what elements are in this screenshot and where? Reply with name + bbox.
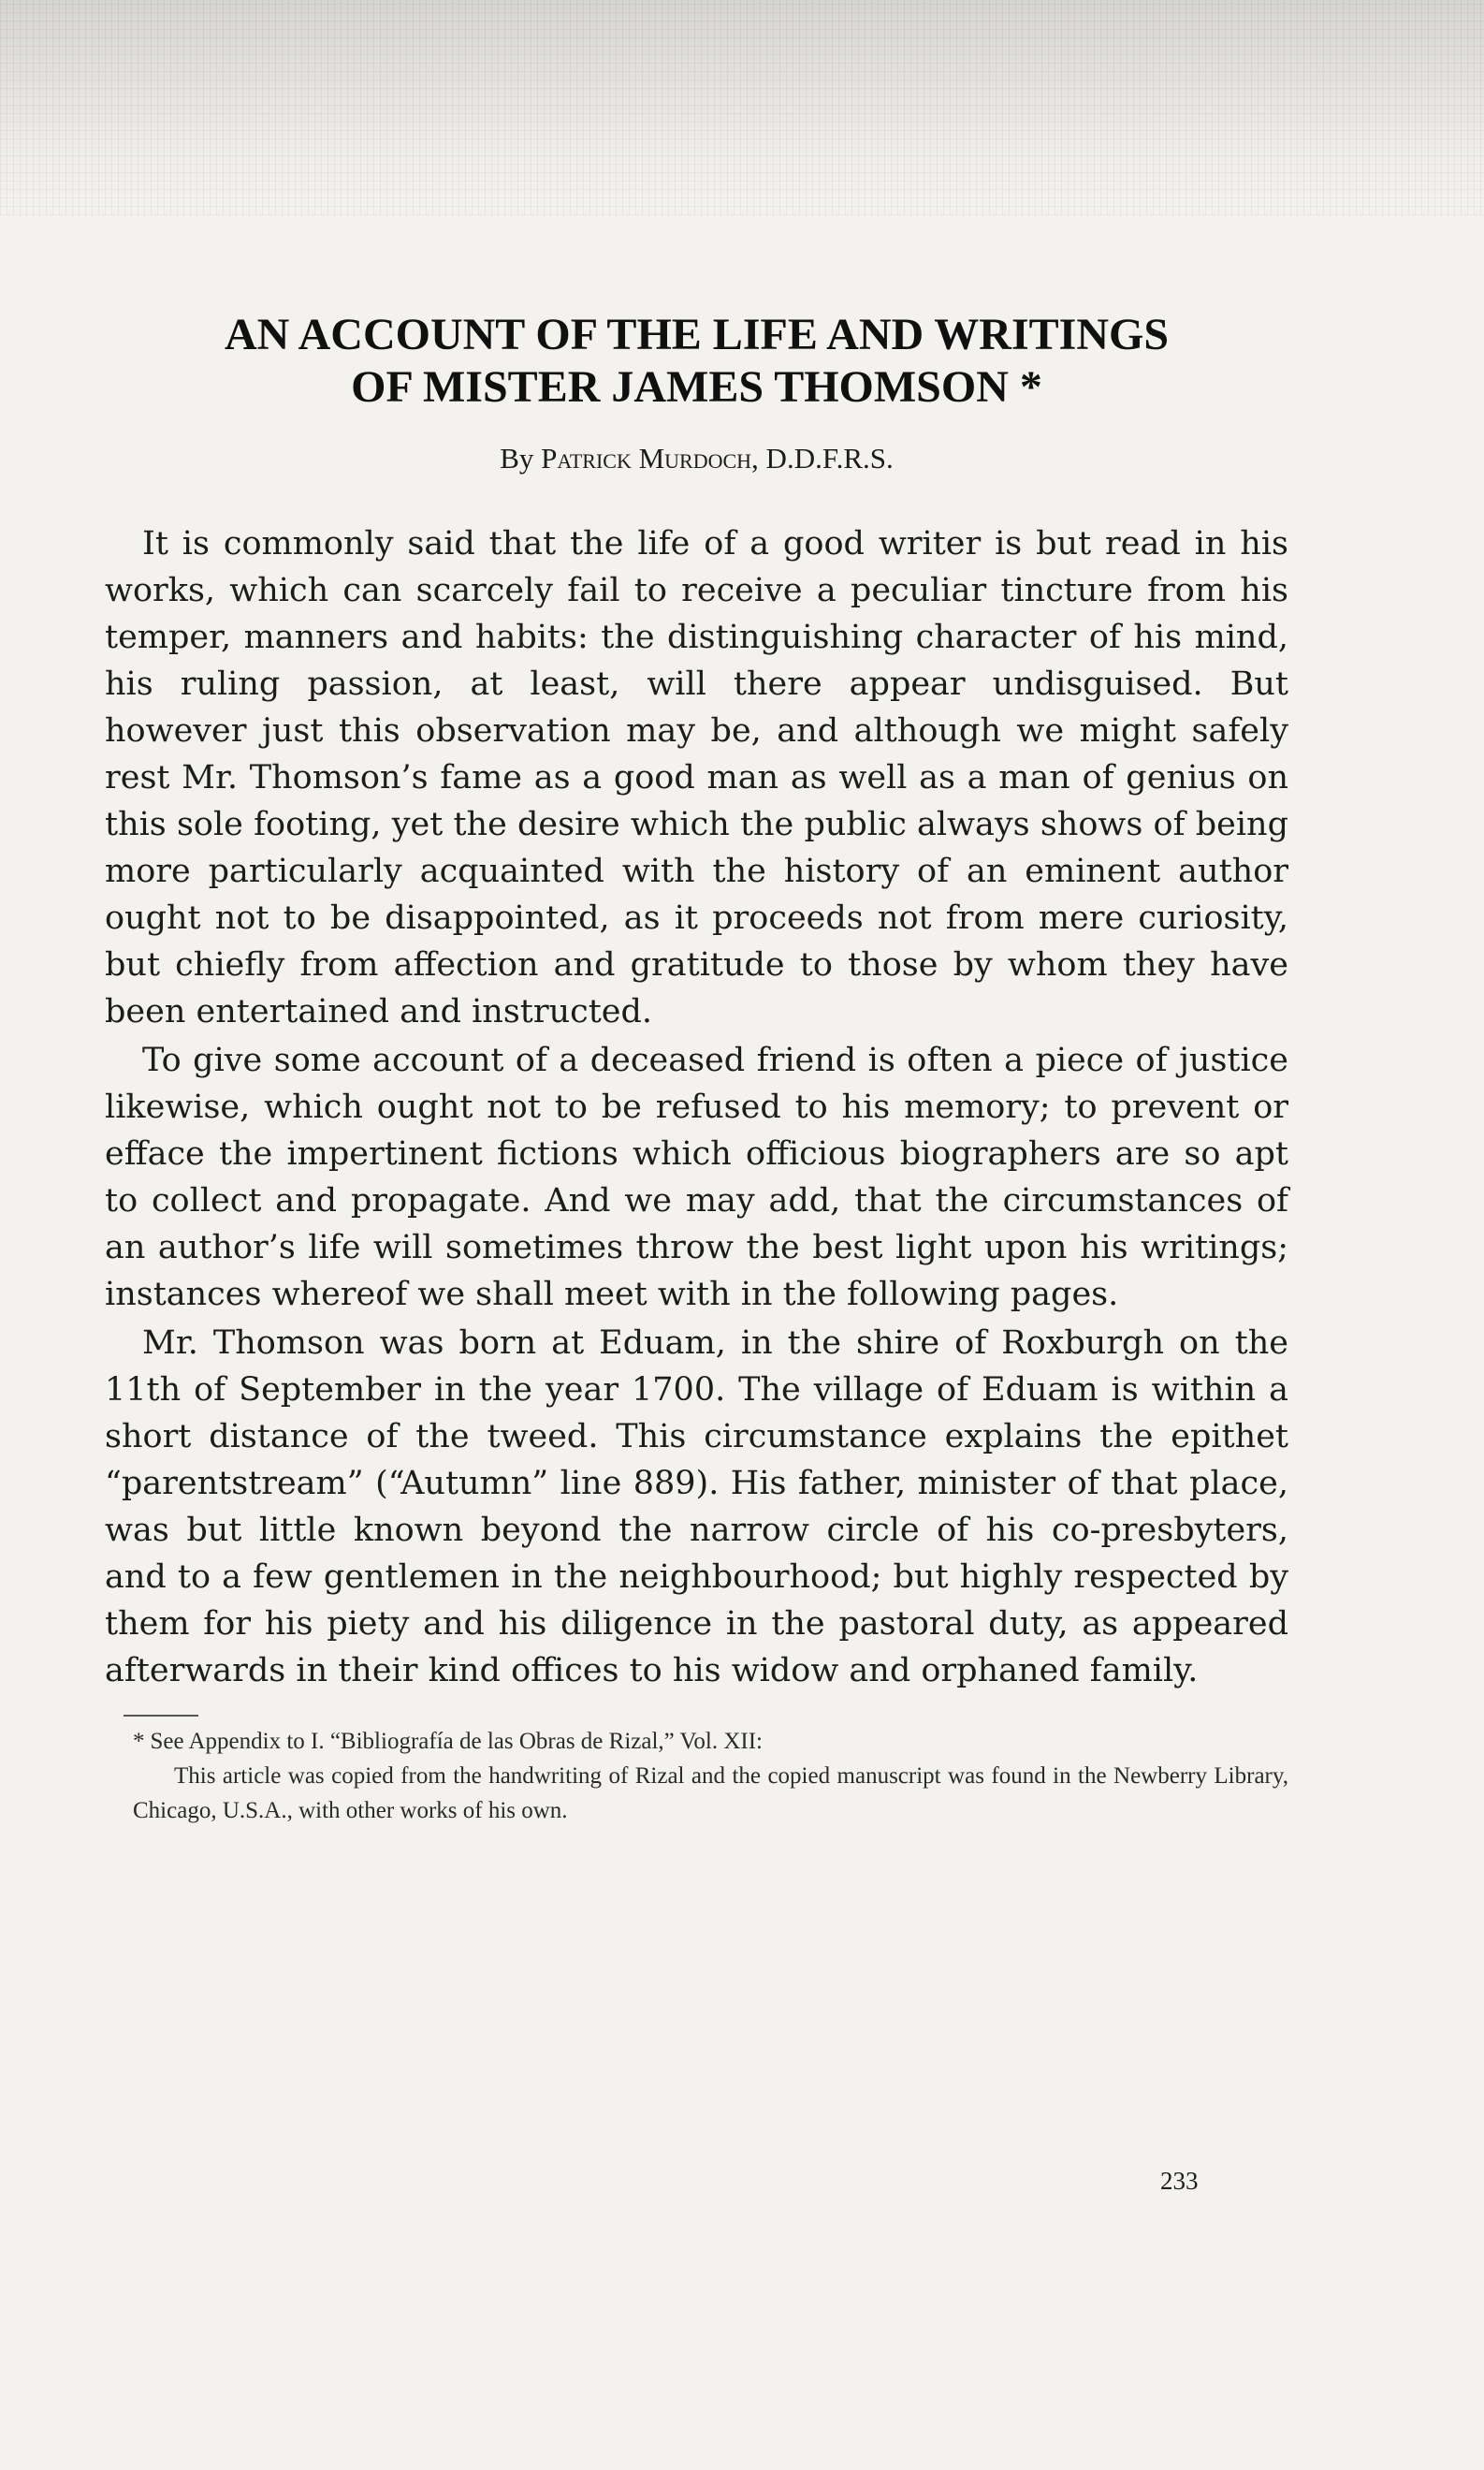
paragraph-2: To give some account of a deceased friend is often a piece of justice likewise, which ought not to be refused to his memory; to prevent or efface the impertinent fictions which officious biographers are so apt to collect and propagate. And we may add, that the circumstances of an author’s life will sometimes throw the best light upon his writings; instances whereof we shall meet with in the following pages. [105,1042,1288,1313]
article-title [105,309,1288,414]
title-line-2: OF MISTER JAMES THOMSON * [351,362,1042,412]
footnote-marker: * [133,1729,145,1754]
footnote-rule [124,1715,198,1717]
page-number: 233 [1160,2167,1199,2195]
scan-noise-band [0,0,1484,215]
footnote-line-1: See Appendix to I. “Bibliografía de las Obras de Rizal,” Vol. XII: [150,1729,763,1754]
paragraph-3: Mr. Thomson was born at Eduam, in the shire of Roxburgh on the 11th of September in the year 1700. The village of Eduam is within a short distance of the tweed. This circumstance explains the epithet “parentstream” (“Autumn” line 889). His father, minister of that place, was but little known beyond the narrow circle of his co-presbyters, and to a few gentlemen in the neighbourhood; but highly respected by them for his piety and his diligence in the pastoral duty, as appeared afterwards in their kind offices to his widow and orphaned family. [105,1324,1288,1689]
paragraph-1: It is commonly said that the life of a good writer is but read in his works, which can scarcely fail to receive a peculiar tincture from his temper, manners and habits: the distinguishing character of his mind, his ruling passion, at least, will there appear undisguised. But however just this observation may be, and although we might safely rest Mr. Thomson’s fame as a good man as well as a man of genius on this sole footing, yet the desire which the public always shows of being more particularly acquainted with the history of an eminent author ought not to be disappointed, as it proceeds not from mere curiosity, but chiefly from affection and gratitude to those by whom they have been entertained and instructed. [105,525,1288,1030]
byline-author: Patrick Murdoch, D.D.F.R.S. [541,442,894,475]
footnote [133,1724,1288,1828]
footnote-line-2: This article was copied from the handwriting of Rizal and the copied manuscript was found in the Newberry Library, Chicago, U.S.A., with other works of his own. [133,1763,1288,1823]
title-line-1: AN ACCOUNT OF THE LIFE AND WRITINGS [224,310,1170,359]
byline [105,440,1288,477]
document-page [105,309,1288,1828]
byline-prefix: By [500,442,542,475]
